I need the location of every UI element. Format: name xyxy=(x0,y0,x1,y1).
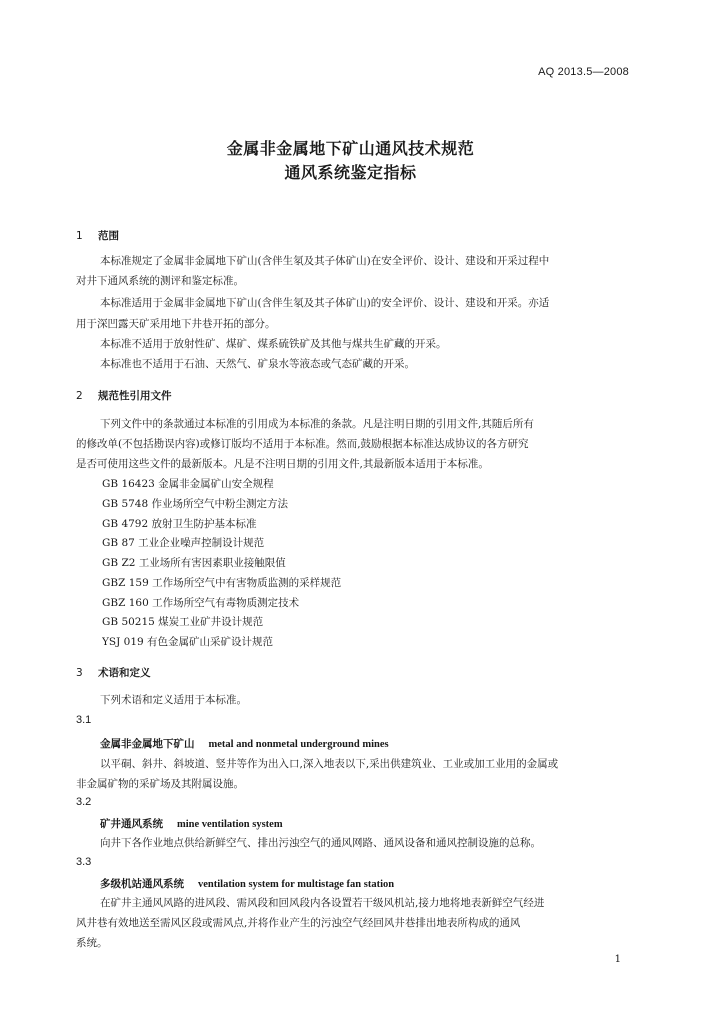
paragraph-line: 是否可使用这些文件的最新版本。凡是不注明日期的引用文件,其最新版本适用于本标准。 xyxy=(76,458,489,470)
section-3-heading xyxy=(76,665,151,680)
reference-item: GB 16423 金属非金属矿山安全规程 xyxy=(102,478,274,490)
section-number: 3 xyxy=(76,667,83,679)
paragraph-line: 非金属矿物的采矿场及其附属设施。 xyxy=(76,778,244,790)
term-cn: 金属非金属地下矿山 xyxy=(100,738,195,750)
paragraph-line: 的修改单(不包括勘误内容)或修订版均不适用于本标准。然而,鼓励根据本标准达成协议的各方研究 xyxy=(76,438,529,450)
page-number: 1 xyxy=(614,954,621,965)
term-number: 3.3 xyxy=(76,856,92,868)
paragraph-line: 系统。 xyxy=(76,937,108,949)
paragraph-line: 下列文件中的条款通过本标准的引用成为本标准的条款。凡是注明日期的引用文件,其随后所有 xyxy=(100,418,534,430)
term-en: metal and nonmetal underground mines xyxy=(208,739,389,750)
reference-item: GBZ 160 工作场所空气有毒物质测定技术 xyxy=(102,597,300,609)
paragraph-line: 对井下通风系统的测评和鉴定标准。 xyxy=(76,275,244,287)
section-title: 规范性引用文件 xyxy=(98,390,172,402)
paragraph-line: 用于深凹露天矿采用地下井巷开拓的部分。 xyxy=(76,318,276,330)
paragraph-line: 向井下各作业地点供给新鲜空气、排出污浊空气的通风网路、通风设备和通风控制设施的总称。 xyxy=(100,837,541,849)
section-number: 1 xyxy=(76,230,83,242)
standard-code: AQ 2013.5—2008 xyxy=(538,66,629,78)
reference-item: GBZ 159 工作场所空气中有害物质监测的采样规范 xyxy=(102,577,342,589)
paragraph-line: 风井巷有效地送至需风区段或需风点,并将作业产生的污浊空气经回风井巷排出地表所构成的通风 xyxy=(76,917,521,929)
section-title: 范围 xyxy=(98,230,119,242)
section-1-heading xyxy=(76,228,119,243)
reference-item: GB 4792 放射卫生防护基本标准 xyxy=(102,518,257,530)
term-en: mine ventilation system xyxy=(177,819,283,830)
reference-item: YSJ 019 有色金属矿山采矿设计规范 xyxy=(102,636,274,648)
paragraph-line: 以平硐、斜井、斜坡道、竖井等作为出入口,深入地表以下,采出供建筑业、工业或加工业用的金属或 xyxy=(100,758,559,770)
section-number: 2 xyxy=(76,390,83,402)
term-title xyxy=(100,736,389,751)
paragraph-line: 本标准适用于金属非金属地下矿山(含伴生氡及其子体矿山)的安全评价、设计、建设和开采。亦适 xyxy=(100,297,550,309)
document-title: 金属非金属地下矿山通风技术规范 xyxy=(226,139,475,158)
term-cn: 多级机站通风系统 xyxy=(100,878,184,890)
term-title xyxy=(100,876,394,891)
paragraph-line: 本标准也不适用于石油、天然气、矿泉水等液态或气态矿藏的开采。 xyxy=(100,358,415,370)
term-number: 3.1 xyxy=(76,714,92,726)
reference-item: GB 5748 作业场所空气中粉尘测定方法 xyxy=(102,498,289,510)
section-2-heading xyxy=(76,388,172,403)
reference-item: GB 50215 煤炭工业矿井设计规范 xyxy=(102,616,264,628)
reference-item: GB 87 工业企业噪声控制设计规范 xyxy=(102,537,265,549)
paragraph-line: 本标准不适用于放射性矿、煤矿、煤系硫铁矿及其他与煤共生矿藏的开采。 xyxy=(100,338,447,350)
paragraph-line: 在矿井主通风风路的进风段、需风段和回风段内各设置若干级风机站,接力地将地表新鲜空气经进 xyxy=(100,897,545,909)
section-title: 术语和定义 xyxy=(98,667,151,679)
reference-item: GB Z2 工业场所有害因素职业接触限值 xyxy=(102,557,286,569)
paragraph-line: 本标准规定了金属非金属地下矿山(含伴生氡及其子体矿山)在安全评价、设计、建设和开采过程中 xyxy=(100,255,550,267)
document-subtitle: 通风系统鉴定指标 xyxy=(284,163,417,182)
term-en: ventilation system for multistage fan station xyxy=(198,879,395,890)
paragraph-line: 下列术语和定义适用于本标准。 xyxy=(100,694,247,706)
term-cn: 矿井通风系统 xyxy=(100,818,163,830)
term-title xyxy=(100,816,283,831)
term-number: 3.2 xyxy=(76,796,92,808)
